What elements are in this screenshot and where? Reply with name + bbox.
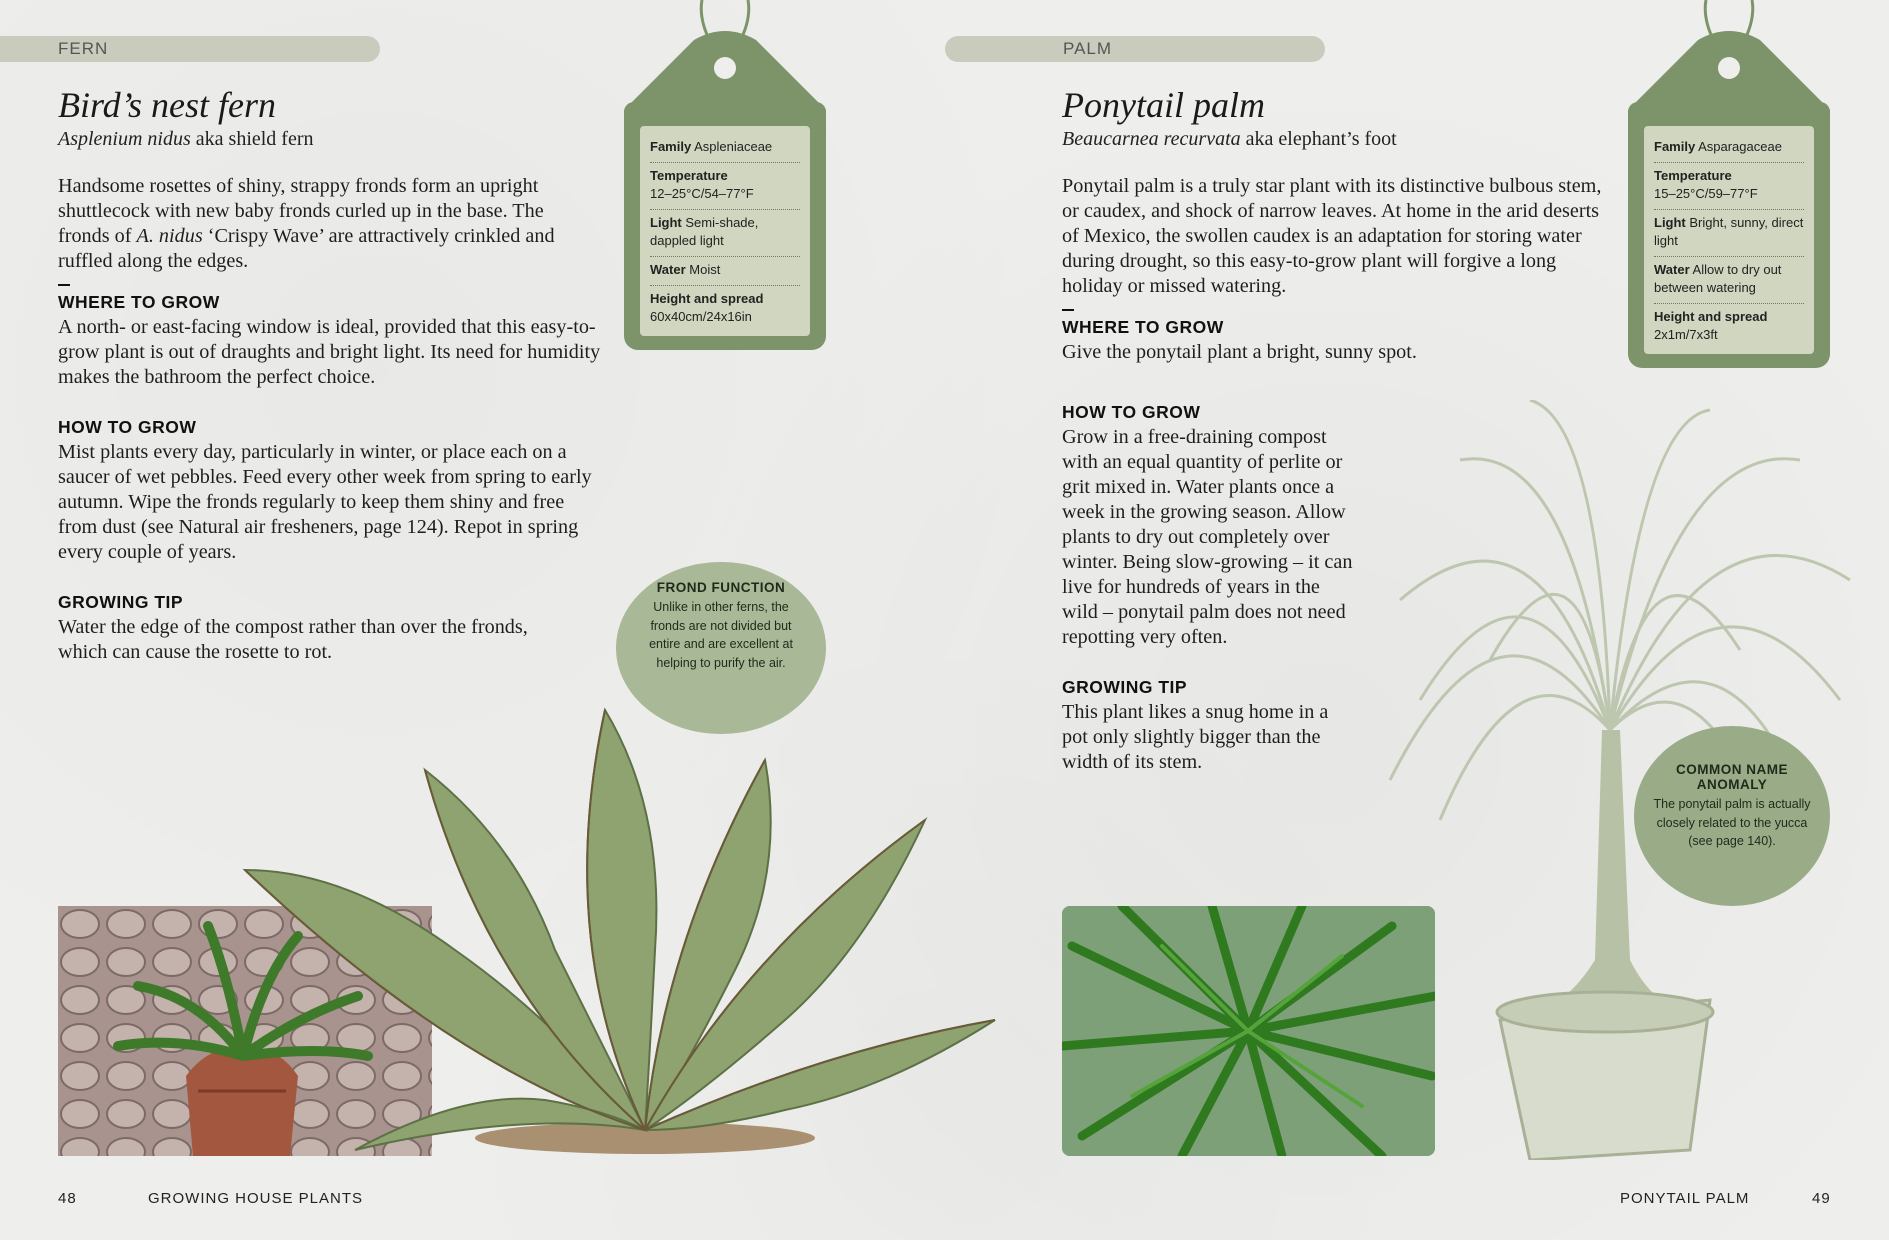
tag-family: Family Asparagaceae	[1654, 134, 1804, 163]
intro-paragraph: Ponytail palm is a truly star plant with its distinctive bulbous stem, or caudex, and shock of narrow leaves. At home in the arid deserts of Mexico, the swollen caudex is an adaptation for storing water during drought, so this easy-to-grow plant will forgive a long holiday or missed watering.	[1062, 175, 1602, 297]
latin-name-line	[1062, 128, 1397, 151]
common-name-anomaly-bubble	[1634, 726, 1830, 906]
where-text: A north- or east-facing window is ideal, provided that this easy-to-grow plant is out of draughts and bright light. Its need for humidity makes the bathroom the perfect choice.	[58, 316, 601, 388]
tag-water: Water Allow to dry out between watering	[1654, 257, 1804, 304]
page-title: Bird’s nest fern	[58, 85, 277, 125]
bubble-heading: COMMON NAME ANOMALY	[1676, 762, 1788, 792]
divider-dash	[58, 284, 70, 286]
tag-family: Family Aspleniaceae	[650, 134, 800, 163]
page-number-right: 49	[1812, 1190, 1831, 1207]
latin-name: Asplenium nidus	[58, 128, 191, 150]
divider-dash	[1062, 309, 1074, 311]
content-column	[58, 174, 608, 665]
where-text: Give the ponytail plant a bright, sunny spot.	[1062, 341, 1417, 363]
tip-text: Water the edge of the compost rather than over the fronds, which can cause the rosette to rot.	[58, 616, 528, 663]
tag-temperature: Temperature 15–25°C/59–77°F	[1654, 163, 1804, 210]
tag-water: Water Moist	[650, 257, 800, 286]
tag-temperature: Temperature 12–25°C/54–77°F	[650, 163, 800, 210]
running-head-left: GROWING HOUSE PLANTS	[148, 1190, 364, 1207]
where-heading: WHERE TO GROW	[1062, 317, 1224, 337]
section-label: FERN	[58, 39, 109, 58]
tag-top-shape	[1628, 30, 1830, 130]
plant-info-tag	[1628, 102, 1830, 368]
section-label: PALM	[1063, 39, 1113, 58]
intro-paragraph: Handsome rosettes of shiny, strappy fronds form an upright shuttlecock with new baby fronds curled up in the base. The fronds of A. nidus ‘Crispy Wave’ are attractively crinkled and ruffled along the edges.	[58, 175, 555, 272]
fern-illustration	[225, 690, 1015, 1160]
plant-info-tag	[624, 102, 826, 350]
how-heading: HOW TO GROW	[1062, 402, 1201, 422]
latin-name: Beaucarnea recurvata	[1062, 128, 1241, 150]
tag-light: Light Bright, sunny, direct light	[1654, 210, 1804, 257]
where-heading: WHERE TO GROW	[58, 292, 220, 312]
tag-light: Light Semi-shade, dappled light	[650, 210, 800, 257]
latin-name-line	[58, 128, 314, 151]
tag-info-panel	[1644, 126, 1814, 354]
tag-height-spread: Height and spread 60x40cm/24x16in	[650, 291, 764, 324]
page-title: Ponytail palm	[1062, 85, 1265, 125]
common-aka: aka elephant’s foot	[1245, 128, 1397, 150]
palm-photo	[1062, 906, 1435, 1156]
intro-column	[1062, 174, 1607, 365]
tip-heading: GROWING TIP	[1062, 677, 1188, 697]
tip-text: This plant likes a snug home in a pot only slightly bigger than the width of its stem.	[1062, 701, 1329, 773]
page-number-left: 48	[58, 1190, 77, 1207]
how-heading: HOW TO GROW	[58, 417, 197, 437]
bubble-text: Unlike in other ferns, the fronds are not divided but entire and are excellent at helping to purify the air.	[649, 600, 793, 670]
bubble-heading: FROND FUNCTION	[656, 580, 786, 595]
how-text: Mist plants every day, particularly in winter, or place each on a saucer of wet pebbles. Feed every other week from spring to early autumn. Wipe the fronds regularly to keep them shiny and free from dust (see Natural air fresheners, page 124). Repot in spring every couple of years.	[58, 441, 592, 563]
section-bar-palm	[945, 36, 1325, 62]
section-bar-fern	[0, 36, 380, 62]
tip-heading: GROWING TIP	[58, 592, 184, 612]
palm-photo-image	[1062, 906, 1435, 1156]
how-text: Grow in a free-draining compost with an equal quantity of perlite or grit mixed in. Water plants once a week in the growing season. Allow plants to dry out completely over winter. Being slow-growing – it can live for hundreds of years in the wild – ponytail palm does not need repotting very often.	[1062, 426, 1353, 648]
bubble-text: The ponytail palm is actually closely related to the yucca (see page 140).	[1653, 797, 1811, 848]
tag-top-shape	[624, 30, 826, 130]
tag-info-panel	[640, 126, 810, 336]
common-aka: aka shield fern	[195, 128, 314, 150]
tag-height-spread: Height and spread 2x1m/7x3ft	[1654, 309, 1768, 342]
running-head-right: PONYTAIL PALM	[1620, 1190, 1750, 1207]
how-column	[1062, 400, 1362, 775]
